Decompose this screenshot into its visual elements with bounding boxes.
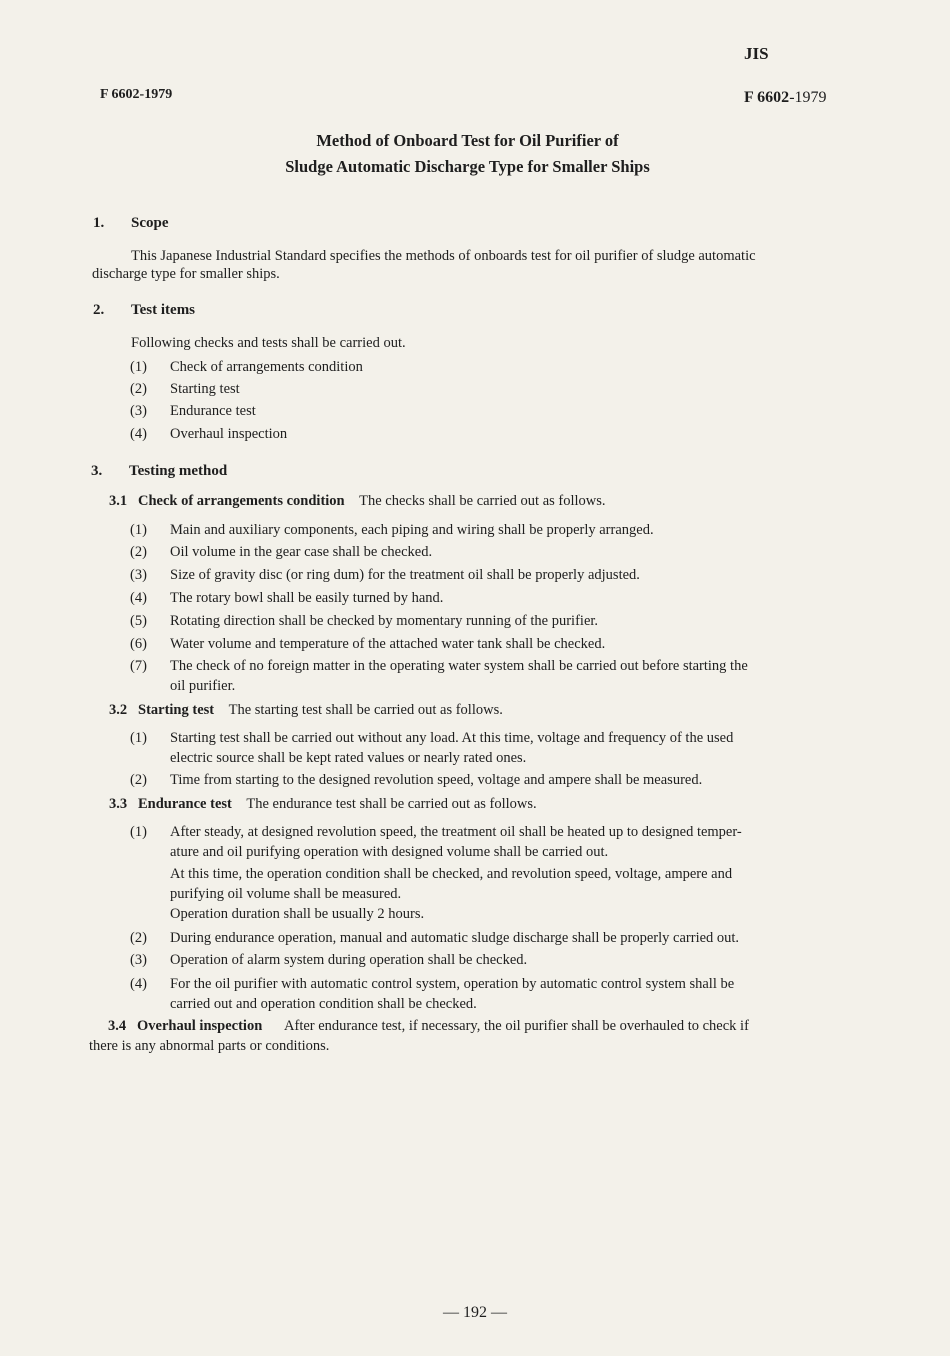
list-item-text: Water volume and temperature of the attached water tank shall be checked. bbox=[170, 636, 606, 652]
section-1-title: Scope bbox=[131, 215, 169, 231]
subsection-3-1 bbox=[109, 493, 606, 510]
list-item-text bbox=[170, 656, 843, 696]
list-item bbox=[130, 379, 530, 399]
page-number: — 192 — bbox=[443, 1304, 507, 1321]
list-item-text: Overhaul inspection bbox=[170, 426, 288, 442]
list-item-text: Operation of alarm system during operation shall be checked. bbox=[170, 952, 528, 968]
list-item-number: (4) bbox=[130, 590, 147, 606]
list-item-line: After steady, at designed revolution speed, the treatment oil shall be heated up to designed temper- bbox=[170, 824, 742, 840]
scope-text-line-1: This Japanese Industrial Standard specifies the methods of onboards test for oil purifier of sludge automatic bbox=[131, 248, 756, 264]
subsection-3-3-lead: The endurance test shall be carried out as follows. bbox=[246, 796, 537, 812]
list-item bbox=[130, 656, 845, 696]
list-item bbox=[130, 728, 845, 768]
subsection-3-1-lead: The checks shall be carried out as follows. bbox=[359, 493, 606, 509]
list-item-text bbox=[170, 974, 843, 1014]
list-item-text bbox=[170, 728, 843, 768]
list-item-text: The rotary bowl shall be easily turned by hand. bbox=[170, 590, 444, 606]
list-item-text: Size of gravity disc (or ring dum) for the treatment oil shall be properly adjusted. bbox=[170, 567, 640, 583]
standard-number-right bbox=[744, 89, 827, 107]
list-item-number: (4) bbox=[130, 426, 147, 442]
list-item-number: (6) bbox=[130, 636, 147, 652]
list-item bbox=[130, 770, 845, 790]
list-item-line: The check of no foreign matter in the operating water system shall be carried out before starting the bbox=[170, 658, 748, 674]
section-3-title: Testing method bbox=[129, 463, 228, 479]
standard-number-prefix: F 6602 bbox=[744, 89, 790, 106]
subsection-3-4-title: Overhaul inspection bbox=[137, 1018, 263, 1034]
list-item-line: ature and oil purifying operation with designed volume shall be carried out. bbox=[170, 844, 609, 860]
subsection-3-4-text: After endurance test, if necessary, the oil purifier shall be overhauled to check if bbox=[284, 1018, 749, 1034]
section-2-number: 2. bbox=[93, 302, 105, 318]
list-item-text: Endurance test bbox=[170, 403, 256, 419]
subsection-3-4-number: 3.4 bbox=[108, 1018, 127, 1034]
jis-label: JIS bbox=[744, 44, 769, 63]
list-item-text: Check of arrangements condition bbox=[170, 359, 363, 375]
section-3-heading bbox=[91, 463, 227, 480]
list-item-number: (1) bbox=[130, 824, 147, 840]
list-item-number: (3) bbox=[130, 952, 147, 968]
list-item bbox=[130, 542, 845, 562]
list-item-number: (2) bbox=[130, 772, 147, 788]
standard-number-left: F 6602-1979 bbox=[100, 87, 173, 102]
section-1-number: 1. bbox=[93, 215, 105, 231]
title-line-2: Sludge Automatic Discharge Type for Smaller Ships bbox=[285, 157, 650, 176]
list-item-number: (1) bbox=[130, 522, 147, 538]
subsection-3-3-number: 3.3 bbox=[109, 796, 128, 812]
list-item-line: At this time, the operation condition shall be checked, and revolution speed, voltage, ampere and bbox=[170, 866, 733, 882]
list-item bbox=[130, 357, 530, 377]
list-item-text: Time from starting to the designed revolution speed, voltage and ampere shall be measured. bbox=[170, 772, 703, 788]
list-item-number: (3) bbox=[130, 403, 147, 419]
list-item-number: (5) bbox=[130, 613, 147, 629]
standard-number-year: -1979 bbox=[789, 89, 827, 106]
list-item-number: (4) bbox=[130, 976, 147, 992]
list-item-text: Main and auxiliary components, each piping and wiring shall be properly arranged. bbox=[170, 522, 654, 538]
subsection-3-2-number: 3.2 bbox=[109, 702, 128, 718]
subsection-3-4-text-line-2: there is any abnormal parts or conditions. bbox=[89, 1038, 330, 1054]
list-item bbox=[130, 520, 845, 540]
list-item-number: (2) bbox=[130, 381, 147, 397]
list-item-number: (2) bbox=[130, 930, 147, 946]
list-item-line: For the oil purifier with automatic control system, operation by automatic control system shall be bbox=[170, 976, 735, 992]
section-2-heading bbox=[93, 302, 195, 319]
list-item-text: Rotating direction shall be checked by momentary running of the purifier. bbox=[170, 613, 599, 629]
list-item-text bbox=[170, 822, 843, 924]
list-item bbox=[130, 401, 530, 421]
list-item-line: Starting test shall be carried out without any load. At this time, voltage and frequency of the used bbox=[170, 730, 734, 746]
subsection-3-1-number: 3.1 bbox=[109, 493, 128, 509]
list-item bbox=[130, 634, 845, 654]
title-line-1: Method of Onboard Test for Oil Purifier of bbox=[316, 131, 619, 150]
list-item bbox=[130, 424, 530, 444]
subsection-3-3 bbox=[109, 796, 537, 813]
scope-text-line-2: discharge type for smaller ships. bbox=[92, 266, 280, 282]
list-item bbox=[130, 928, 845, 948]
list-item-number: (3) bbox=[130, 567, 147, 583]
subsection-3-1-title: Check of arrangements condition bbox=[138, 493, 345, 509]
list-item-number: (1) bbox=[130, 359, 147, 375]
list-item-number: (7) bbox=[130, 658, 147, 674]
subsection-3-2-lead: The starting test shall be carried out as follows. bbox=[228, 702, 503, 718]
list-item-text: Oil volume in the gear case shall be checked. bbox=[170, 544, 433, 560]
list-item-text: Starting test bbox=[170, 381, 240, 397]
section-3-number: 3. bbox=[91, 463, 103, 479]
list-item bbox=[130, 611, 845, 631]
list-item-line: oil purifier. bbox=[170, 678, 236, 694]
list-item-line: carried out and operation condition shall be checked. bbox=[170, 996, 477, 1012]
list-item-number: (2) bbox=[130, 544, 147, 560]
section-2-title: Test items bbox=[131, 302, 196, 318]
list-item bbox=[130, 822, 845, 926]
list-item-line: Operation duration shall be usually 2 hours. bbox=[170, 906, 425, 922]
subsection-3-2-title: Starting test bbox=[138, 702, 215, 718]
list-item-number: (1) bbox=[130, 730, 147, 746]
subsection-3-3-title: Endurance test bbox=[138, 796, 232, 812]
list-item bbox=[130, 565, 845, 585]
test-items-intro: Following checks and tests shall be carried out. bbox=[131, 335, 406, 351]
list-item-line: purifying oil volume shall be measured. bbox=[170, 886, 402, 902]
list-item-text: During endurance operation, manual and automatic sludge discharge shall be properly carried out. bbox=[170, 930, 740, 946]
section-1-heading bbox=[93, 215, 169, 232]
subsection-3-4 bbox=[108, 1018, 749, 1035]
list-item bbox=[130, 974, 845, 1014]
list-item bbox=[130, 950, 845, 970]
subsection-3-2 bbox=[109, 702, 503, 719]
list-item bbox=[130, 588, 845, 608]
list-item-line: electric source shall be kept rated values or nearly rated ones. bbox=[170, 750, 527, 766]
